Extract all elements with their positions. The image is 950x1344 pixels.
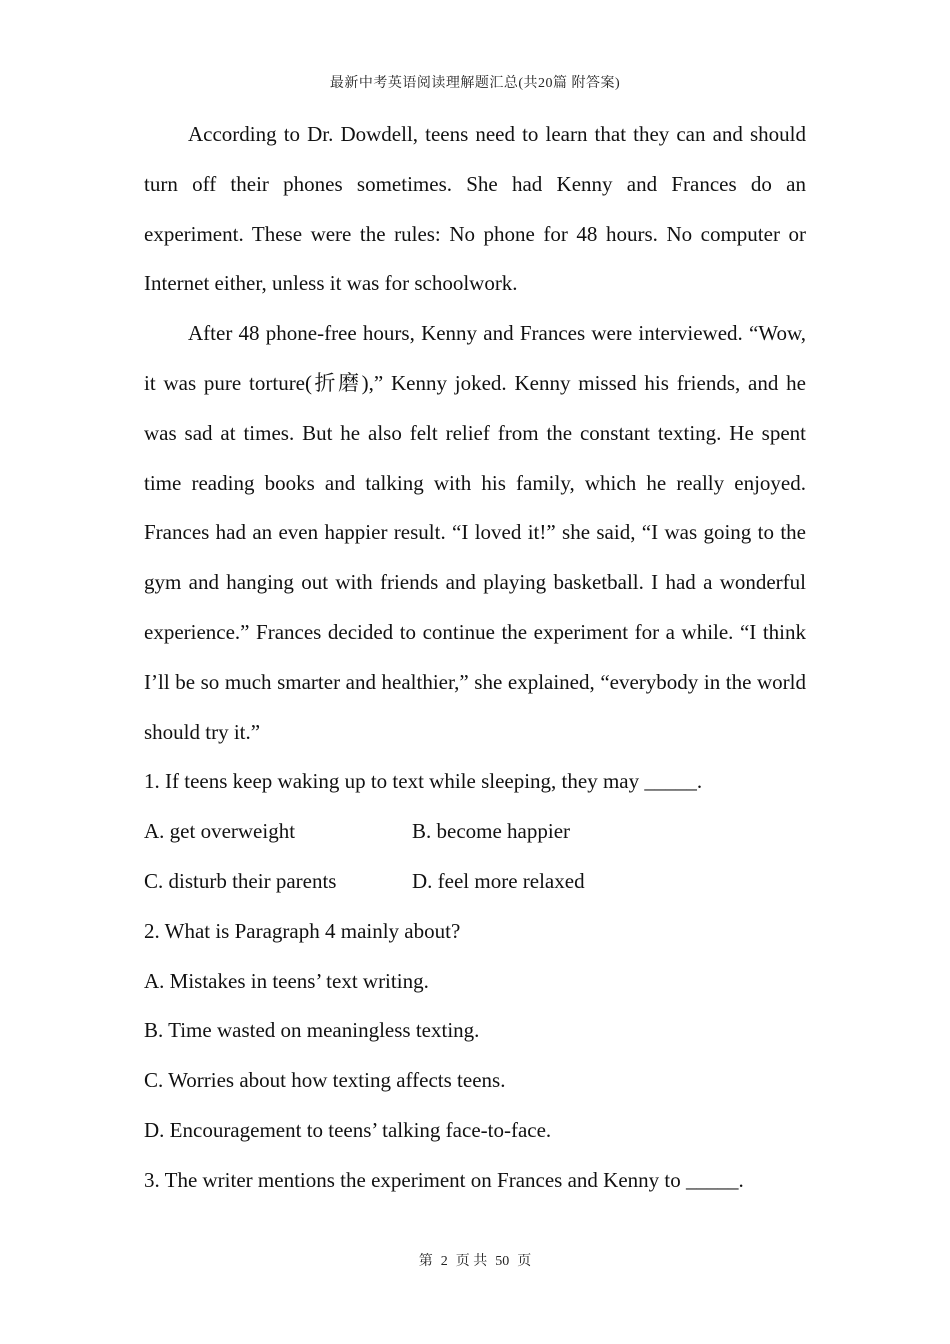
footer-suffix: 页 bbox=[517, 1254, 532, 1269]
question-2-option-d: D. Encouragement to teens’ talking face-to-face. bbox=[144, 1117, 552, 1142]
question-1-option-d: D. feel more relaxed bbox=[412, 868, 585, 893]
passage-paragraph: According to Dr. Dowdell, teens need to learn that they can and should turn off their phones sometimes. She had Kenny and Frances do an experiment. These were the rules: No phone for 48 hours. No computer or Internet either, unless it was for schoolwork. bbox=[144, 122, 806, 296]
header-title: 最新中考英语阅读理解题汇总(共20篇 附答案) bbox=[329, 76, 621, 91]
passage-paragraph: After 48 phone-free hours, Kenny and Frances were interviewed. “Wow, it was pure torture(折磨),” Kenny joked. Kenny missed his friends, and he was sad at times. But he also felt relief from the constant texting. He spent time reading books and talking with his family, which he really enjoyed. Frances had an even happier result. “I loved it!” she said, “I was going to the gym and hanging out with friends and playing basketball. I had a wonderful experience.” Frances decided to continue the experiment for a while. “I think I’ll be so much smarter and healthier,” she explained, “everybody in the world should try it.” bbox=[144, 321, 806, 744]
page-footer bbox=[0, 1250, 950, 1270]
question-1-options-row-2 bbox=[144, 857, 806, 907]
question-2-option-b: B. Time wasted on meaningless texting. bbox=[144, 1018, 480, 1043]
page-header bbox=[0, 72, 950, 92]
question-1: 1. If teens keep waking up to text while sleeping, they may _____. bbox=[144, 769, 703, 794]
footer-mid: 页 共 bbox=[455, 1254, 488, 1269]
footer-prefix: 第 bbox=[418, 1254, 433, 1269]
question-2-option-c: C. Worries about how texting affects teens. bbox=[144, 1068, 506, 1093]
question-1-option-a: A. get overweight bbox=[144, 819, 296, 844]
question-1-option-c: C. disturb their parents bbox=[144, 868, 337, 893]
question-1-option-b: B. become happier bbox=[412, 819, 571, 844]
question-2: 2. What is Paragraph 4 mainly about? bbox=[144, 918, 461, 943]
total-pages: 50 bbox=[495, 1254, 510, 1269]
question-1-options-row-1 bbox=[144, 807, 806, 857]
question-3: 3. The writer mentions the experiment on Frances and Kenny to _____. bbox=[144, 1167, 744, 1192]
page-content bbox=[144, 110, 806, 1206]
question-2-option-a: A. Mistakes in teens’ text writing. bbox=[144, 968, 429, 993]
page-number: 2 bbox=[440, 1254, 448, 1269]
